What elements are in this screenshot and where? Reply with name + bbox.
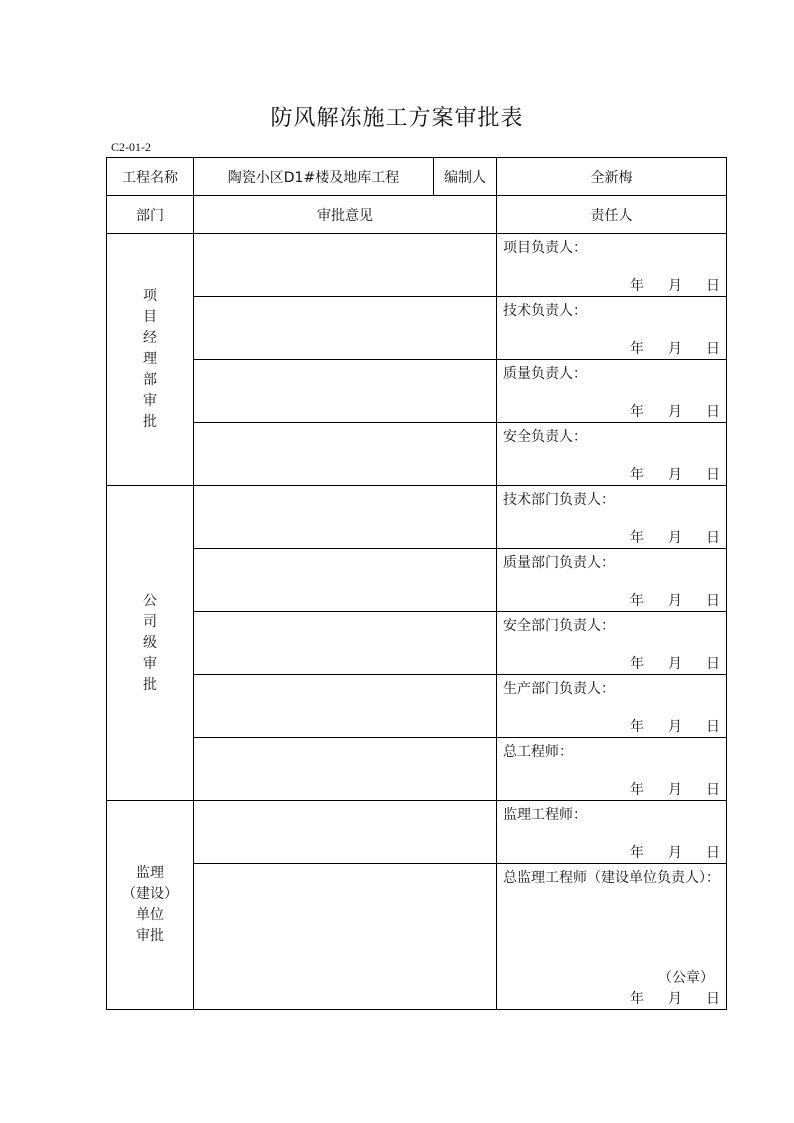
project-row-4 [107,423,727,486]
project-name-label: 工程名称 [107,158,194,196]
date-field[interactable]: 年 月 日 [630,991,720,1007]
sign-cell [497,738,727,801]
company-label-line: 级 [143,634,157,651]
supervision-section-label [107,801,194,1010]
project-label-line: 批 [143,414,157,430]
role-label: 质量部门负责人： [503,555,615,571]
role-label: 项目负责人： [503,240,587,256]
role-label: 安全负责人： [503,429,587,445]
sign-cell [497,612,727,675]
project-label-line: 部 [143,372,157,388]
sign-cell [497,801,727,864]
dept-header: 部门 [107,196,194,234]
date-field[interactable]: 年 月 日 [630,404,720,420]
responsible-header: 责任人 [497,196,727,234]
project-label-line: 审 [143,393,157,409]
role-label: 安全部门负责人： [503,618,615,634]
company-row-1 [107,486,727,549]
company-label-line: 审 [143,655,157,672]
sign-cell [497,234,727,297]
compiler-value: 全新梅 [497,158,727,196]
role-label: 监理工程师： [503,807,587,823]
header-row [107,158,727,196]
project-label-line: 项 [143,288,157,304]
company-row-4 [107,675,727,738]
supervision-row-1 [107,801,727,864]
compiler-label: 编制人 [434,158,497,196]
supervision-label-line: 单位 [136,907,164,923]
opinion-cell[interactable] [194,486,497,549]
company-label-line: 司 [143,613,157,630]
opinion-cell[interactable] [194,423,497,486]
date-field[interactable]: 年 月 日 [630,341,720,357]
company-label-line: 公 [143,592,157,609]
company-row-2 [107,549,727,612]
opinion-cell[interactable] [194,549,497,612]
approval-table [106,157,727,1010]
opinion-cell[interactable] [194,297,497,360]
role-label: 质量负责人： [503,366,587,382]
supervision-label-line: （建设） [122,886,178,902]
supervision-row-2 [107,864,727,1010]
sign-cell [497,360,727,423]
project-label-line: 理 [143,351,157,367]
form-title: 防风解冻施工方案审批表 [270,106,524,131]
role-label: 技术部门负责人： [503,492,615,508]
opinion-cell[interactable] [194,738,497,801]
role-label: 总监理工程师（建设单位负责人）： [503,870,720,886]
opinion-cell[interactable] [194,864,497,1010]
date-field[interactable]: 年 月 日 [630,719,720,735]
company-row-5 [107,738,727,801]
sign-cell [497,549,727,612]
official-seal-label: （公章） [658,970,714,986]
supervision-label-line: 审批 [136,928,164,944]
project-row-2 [107,297,727,360]
date-field[interactable]: 年 月 日 [630,782,720,798]
opinion-cell[interactable] [194,675,497,738]
company-label-line: 批 [143,676,157,693]
sign-cell [497,486,727,549]
date-field[interactable]: 年 月 日 [630,530,720,546]
form-code: C2-01-2 [111,140,151,154]
project-section-label [107,234,194,486]
sign-cell [497,864,727,1010]
column-header-row [107,196,727,234]
supervision-label-line: 监理 [136,865,164,881]
opinion-header: 审批意见 [194,196,497,234]
date-field[interactable]: 年 月 日 [630,278,720,294]
project-label-line: 经 [143,330,157,346]
opinion-cell[interactable] [194,234,497,297]
opinion-cell[interactable] [194,801,497,864]
role-label: 总工程师： [503,744,573,760]
date-field[interactable]: 年 月 日 [630,845,720,861]
project-row-1 [107,234,727,297]
project-label-line: 目 [143,309,157,325]
company-section-label [107,486,194,801]
project-row-3 [107,360,727,423]
sign-cell [497,423,727,486]
opinion-cell[interactable] [194,612,497,675]
sign-cell [497,297,727,360]
opinion-cell[interactable] [194,360,497,423]
company-row-3 [107,612,727,675]
sign-cell [497,675,727,738]
project-name-value: 陶瓷小区D1#楼及地库工程 [194,158,434,196]
date-field[interactable]: 年 月 日 [630,467,720,483]
role-label: 生产部门负责人： [503,681,615,697]
date-field[interactable]: 年 月 日 [630,656,720,672]
date-field[interactable]: 年 月 日 [630,593,720,609]
role-label: 技术负责人： [503,303,587,319]
